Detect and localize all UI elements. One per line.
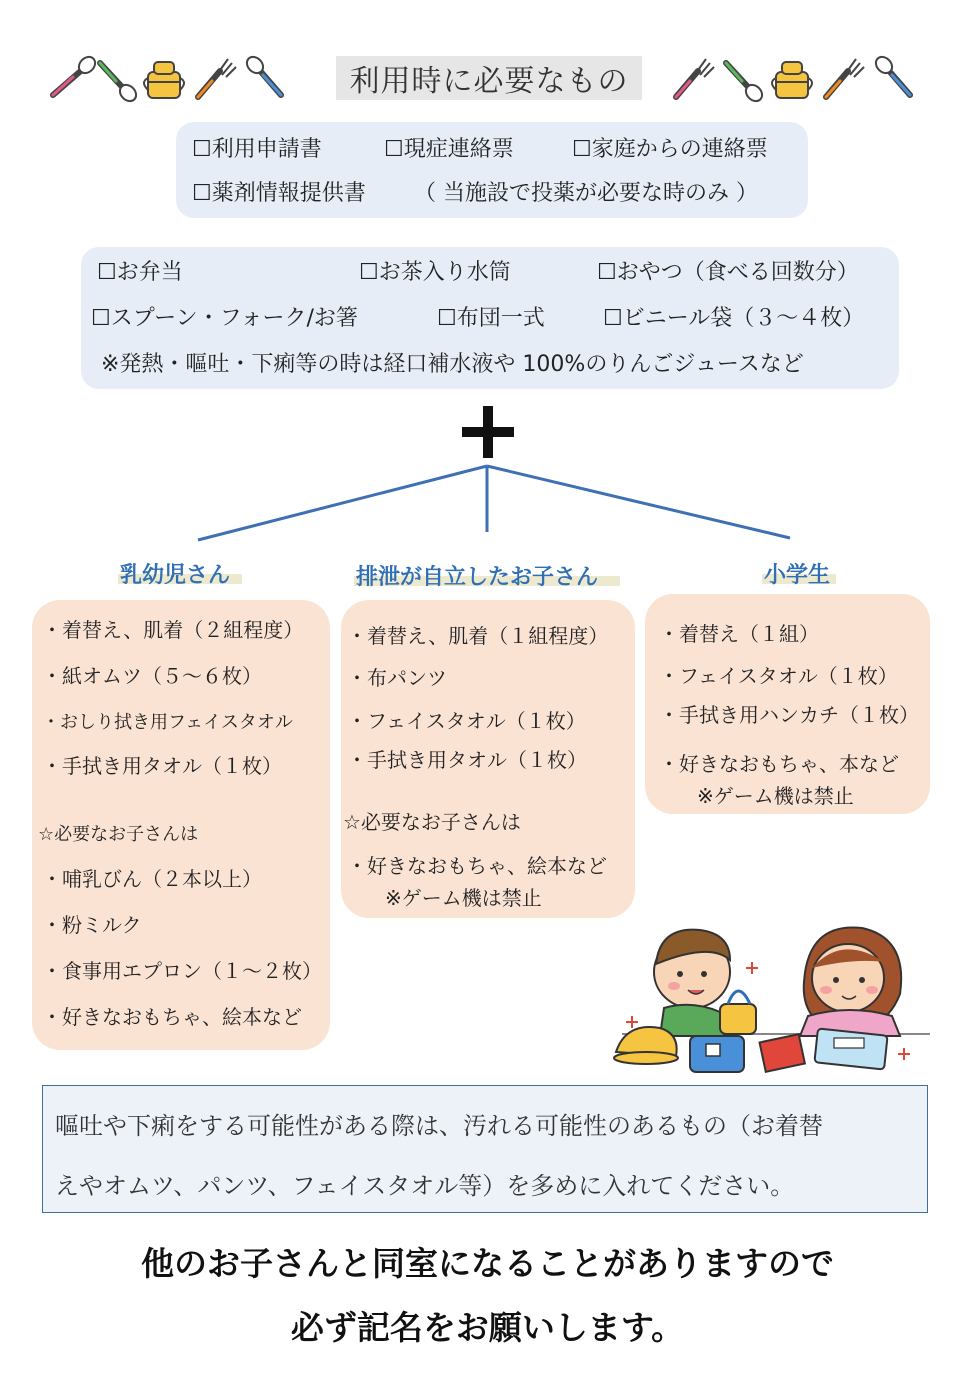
page-title: 利用時に必要なもの xyxy=(336,56,642,100)
doc-item-family-note: ☐家庭からの連絡票 xyxy=(572,137,768,162)
infant-optional-bottle: ・哺乳びん（２本以上） xyxy=(42,867,262,891)
spoon-icon xyxy=(873,54,910,95)
belonging-item-futon: ☐布団一式 xyxy=(437,306,545,331)
toilet-item-clothes: ・着替え、肌着（１組程度） xyxy=(347,624,609,648)
toilet-optional-header: ☆必要なお子さんは xyxy=(343,810,521,834)
category-label-infant: 乳幼児さん xyxy=(120,563,231,588)
belonging-item-snack: ☐おやつ（食べる回数分） xyxy=(597,260,859,285)
toilet-panel xyxy=(341,600,635,918)
spoon-icon xyxy=(244,54,281,95)
elementary-item-face-towel: ・フェイスタオル（１枚） xyxy=(659,664,898,688)
infant-optional-formula: ・粉ミルク xyxy=(42,913,142,937)
category-label-toilet: 排泄が自立したお子さん xyxy=(356,565,599,590)
infant-item-wipe-towel: ・おしり拭き用フェイスタオル xyxy=(42,712,293,733)
belonging-item-lunch: ☐お弁当 xyxy=(97,260,183,285)
elementary-item-toys: ・好きなおもちゃ、本など xyxy=(659,752,899,776)
fork-icon xyxy=(826,59,864,97)
toilet-optional-toys: ・好きなおもちゃ、絵本など xyxy=(347,854,607,878)
infant-item-clothes: ・着替え、肌着（２組程度） xyxy=(42,618,304,642)
infant-item-diapers: ・紙オムツ（５～６枚） xyxy=(42,664,262,688)
doc-item-condition: ☐現症連絡票 xyxy=(384,137,514,162)
infant-optional-header: ☆必要なお子さんは xyxy=(38,824,199,845)
belonging-item-cutlery: ☐スプーン・フォーク/お箸 xyxy=(91,306,358,331)
infant-panel xyxy=(32,600,330,1050)
doc-item-medication: ☐薬剤情報提供書 xyxy=(192,181,366,206)
belonging-item-water-bottle: ☐お茶入り水筒 xyxy=(359,260,511,285)
footer-line-2: 必ず記名をお願いします。 xyxy=(290,1308,685,1347)
plus-icon xyxy=(458,402,518,462)
utensil-decoration-right xyxy=(666,50,928,108)
belongings-panel xyxy=(81,247,899,389)
infant-optional-toys: ・好きなおもちゃ、絵本など xyxy=(42,1005,302,1029)
bag-icon xyxy=(690,1036,744,1072)
notice-box xyxy=(42,1085,928,1213)
hat-icon xyxy=(614,1027,678,1064)
infant-optional-apron: ・食事用エプロン（１～２枚） xyxy=(42,959,322,983)
footer-line-1: 他のお子さんと同室になることがありますので xyxy=(141,1244,834,1283)
infant-item-hand-towel: ・手拭き用タオル（１枚） xyxy=(42,754,282,778)
toilet-item-pants: ・布パンツ xyxy=(347,666,447,690)
elementary-item-handkerchief: ・手拭き用ハンカチ（１枚） xyxy=(659,703,919,727)
toilet-item-face-towel: ・フェイスタオル（１枚） xyxy=(347,709,586,733)
children-illustration xyxy=(612,912,932,1080)
book-icon xyxy=(760,1034,805,1072)
spoon-icon xyxy=(53,54,98,95)
fork-icon xyxy=(676,59,714,97)
elementary-item-clothes: ・着替え（１組） xyxy=(659,622,819,646)
elementary-panel xyxy=(645,594,930,814)
doc-item-medication-note: （ 当施設で投薬が必要な時のみ ） xyxy=(414,181,758,206)
toilet-item-hand-towel: ・手拭き用タオル（１枚） xyxy=(347,748,587,772)
boy-figure xyxy=(654,930,756,1036)
spoon-icon xyxy=(100,63,139,104)
spoon-icon xyxy=(726,63,765,104)
belongings-note: ※発熱・嘔吐・下痢等の時は経口補水液や 100%のりんごジュースなど xyxy=(101,352,804,377)
cup-icon xyxy=(144,62,184,98)
doc-item-application: ☐利用申請書 xyxy=(192,137,322,162)
fork-icon xyxy=(198,59,236,97)
utensil-decoration-left xyxy=(40,50,300,108)
elementary-item-game-ban: ※ゲーム機は禁止 xyxy=(697,784,854,808)
toilet-optional-game-ban: ※ゲーム機は禁止 xyxy=(385,886,542,910)
category-label-elementary: 小学生 xyxy=(764,563,831,588)
connector-lines xyxy=(0,460,975,550)
belonging-item-plastic-bags: ☐ビニール袋（３～４枚） xyxy=(603,306,865,331)
notice-line-1: 嘔吐や下痢をする可能性がある際は、汚れる可能性のあるもの（お着替 xyxy=(55,1112,823,1140)
girl-figure xyxy=(800,927,901,1069)
cup-icon xyxy=(772,62,812,98)
documents-panel xyxy=(176,122,808,218)
notice-line-2: えやオムツ、パンツ、フェイスタオル等）を多めに入れてください。 xyxy=(55,1172,795,1200)
